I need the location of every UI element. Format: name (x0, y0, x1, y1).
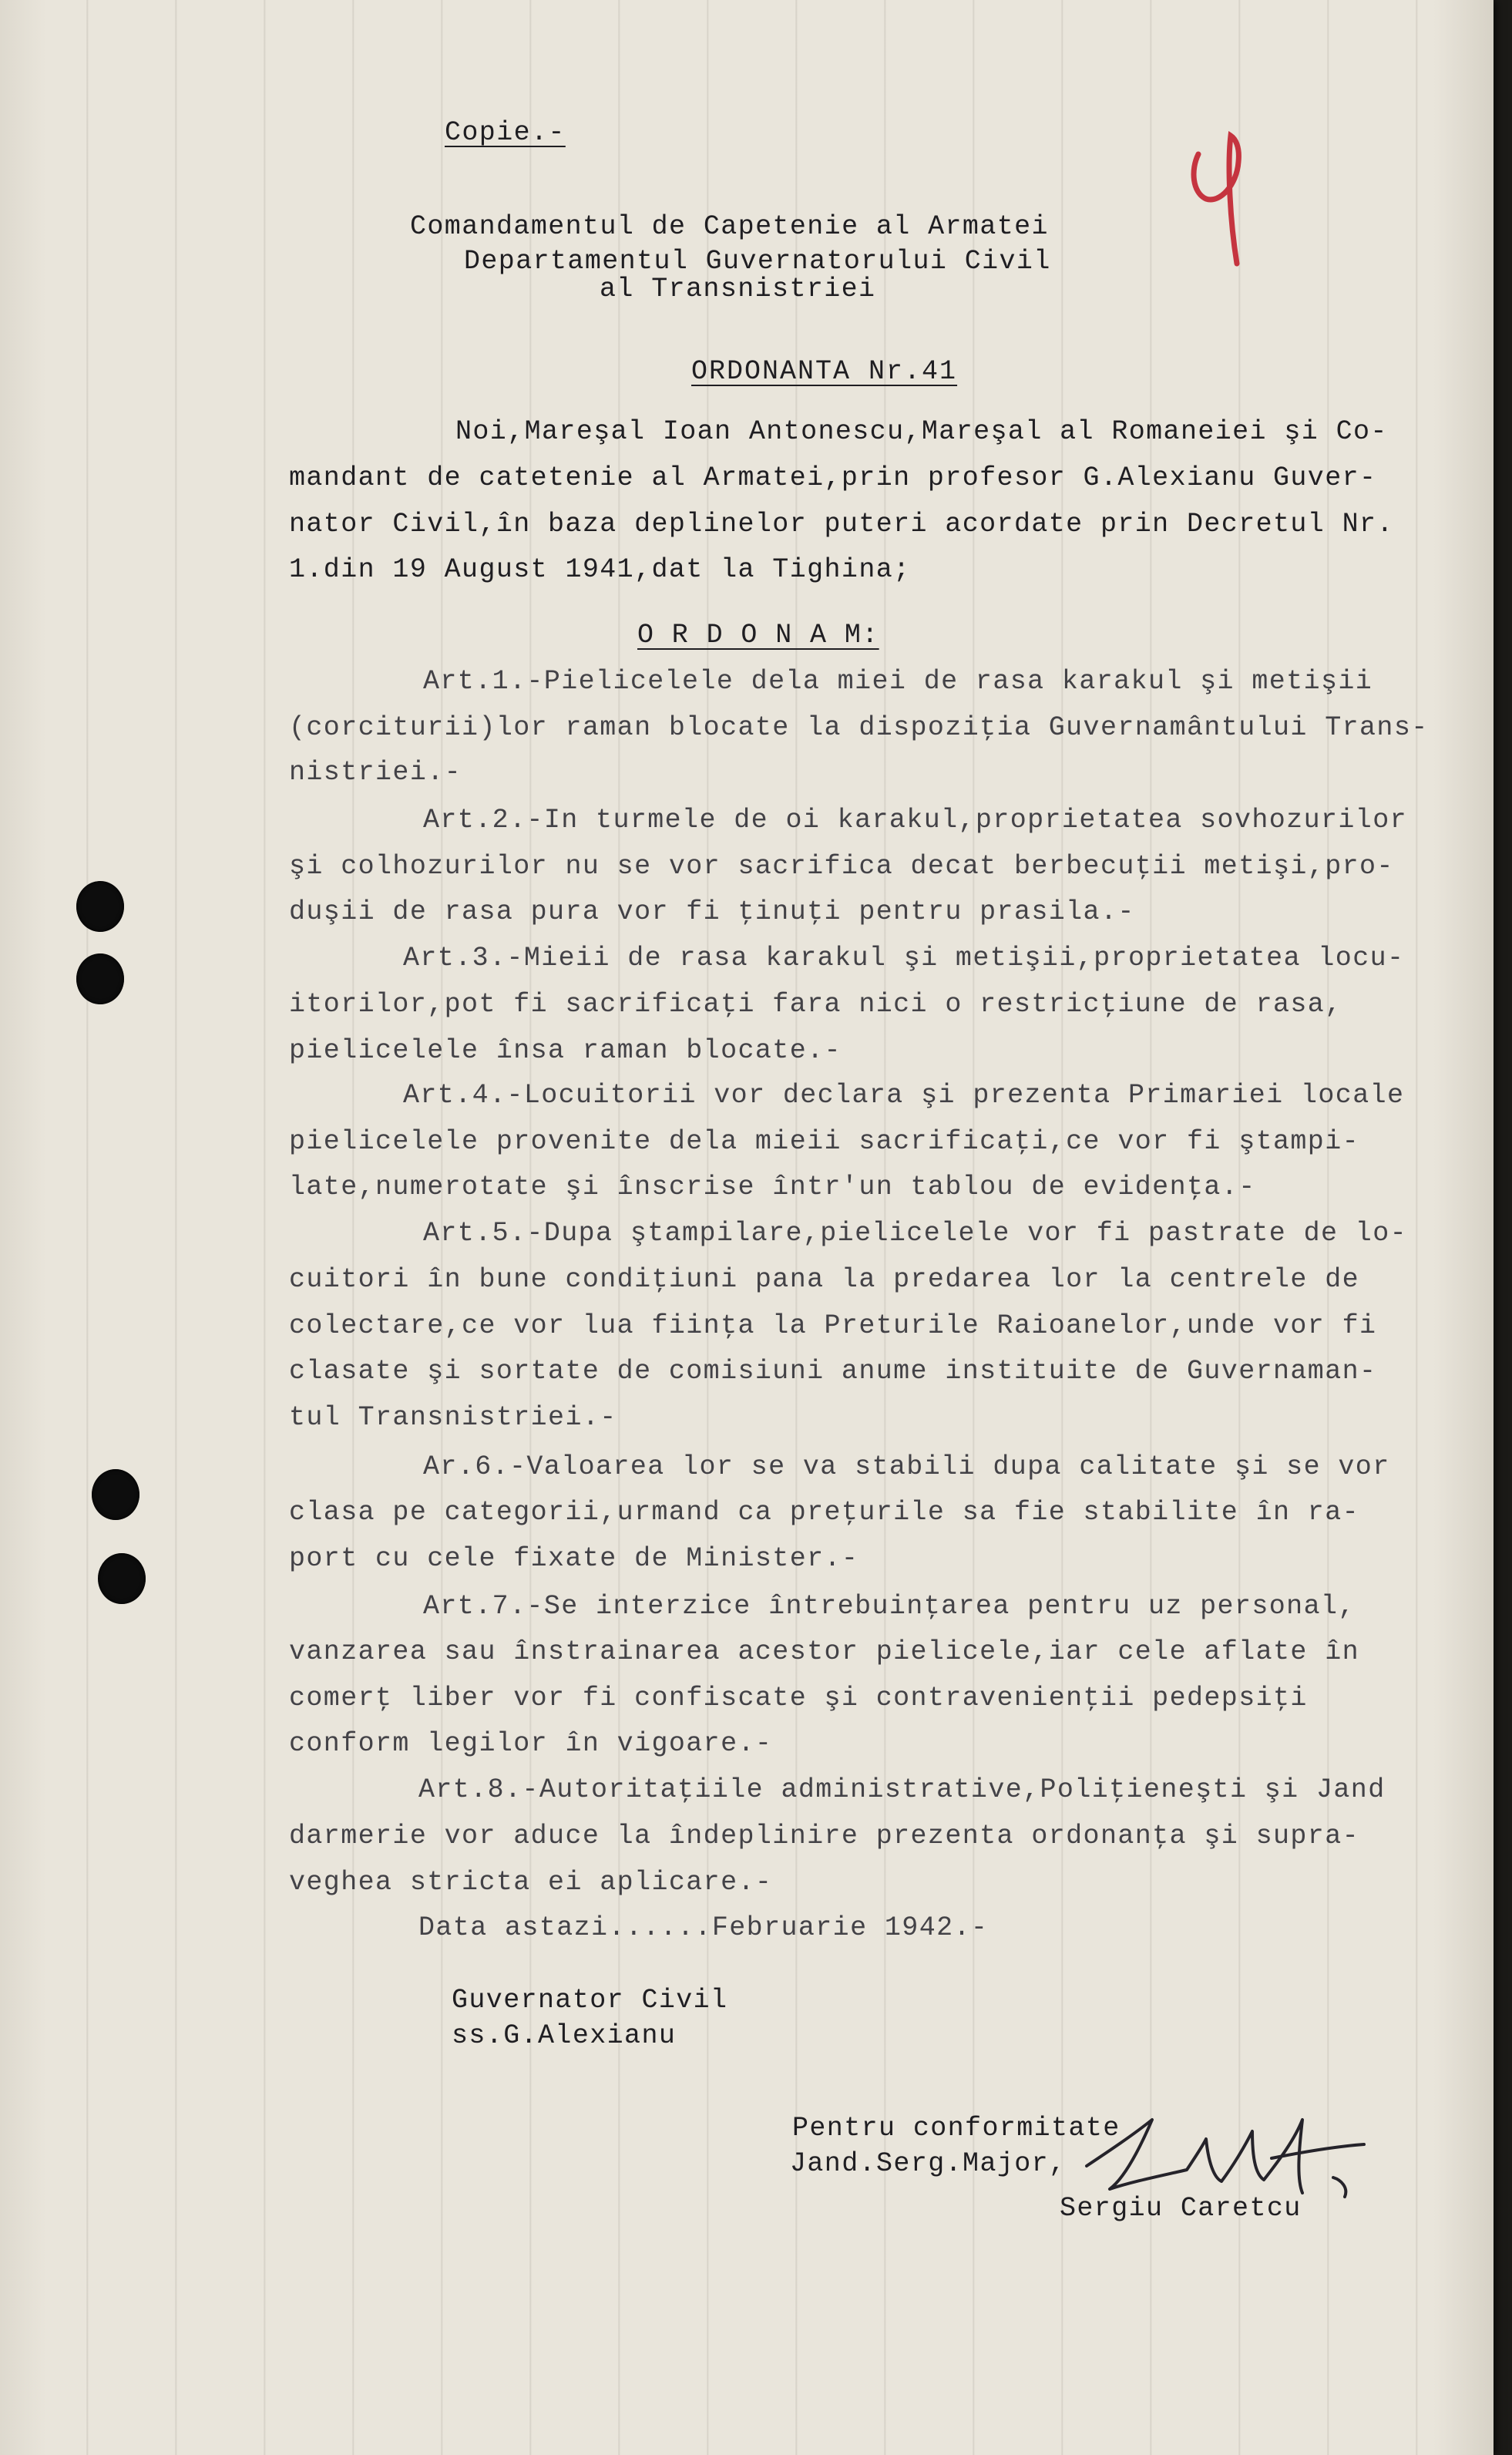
signature-line-1: Guvernator Civil (452, 1985, 728, 2016)
preamble-line-1: Noi,Mareşal Ioan Antonescu,Mareşal al Romaneiei şi Co- (455, 416, 1388, 447)
punch-hole (98, 1553, 146, 1604)
article-line: comerţ liber vor fi confiscate şi contravenienţii pedepsiţi (289, 1683, 1308, 1713)
punch-hole (76, 953, 124, 1004)
article-line: pielicelele însa raman blocate.- (289, 1035, 842, 1066)
article-line: tul Transnistriei.- (289, 1402, 617, 1433)
article-line: Ar.6.-Valoarea lor se va stabili dupa calitate şi se vor (423, 1451, 1390, 1482)
preamble-line-2: mandant de catetenie al Armatei,prin profesor G.Alexianu Guver- (289, 462, 1377, 493)
article-line: conform legilor în vigoare.- (289, 1728, 773, 1759)
copy-label: Copie.- (445, 117, 566, 148)
punch-hole (76, 881, 124, 932)
preamble-line-3: nator Civil,în baza deplinelor puteri acordate prin Decretul Nr. (289, 509, 1394, 540)
certification-line-1: Pentru conformitate (792, 2113, 1121, 2144)
article-line: vanzarea sau înstrainarea acestor pielicele,iar cele aflate în (289, 1636, 1360, 1667)
preamble-line-4: 1.din 19 August 1941,dat la Tighina; (289, 554, 911, 585)
article-line: port cu cele fixate de Minister.- (289, 1543, 859, 1574)
red-page-number: 9 (1183, 131, 1184, 132)
article-line: Art.5.-Dupa ştampilare,pielicelele vor fi pastrate de lo- (423, 1218, 1407, 1249)
ordinance-title: ORDONANTA Nr.41 (691, 356, 958, 387)
header-line-2: Departamentul Guvernatorului Civil (464, 246, 1051, 277)
ordonam-heading: O R D O N A M: (637, 620, 879, 651)
article-line: (corciturii)lor raman blocate la dispoziţia Guvernamântului Trans- (289, 712, 1429, 743)
header-line-1: Comandamentul de Capetenie al Armatei (410, 211, 1049, 242)
article-line: Art.2.-In turmele de oi karakul,proprietatea sovhozurilor (423, 805, 1407, 836)
article-line: darmerie vor aduce la îndeplinire prezenta ordonanţa şi supra- (289, 1821, 1360, 1851)
article-line: pielicelele provenite dela mieii sacrificaţi,ce vor fi ştampi- (289, 1126, 1360, 1157)
article-line: clasa pe categorii,urmand ca preţurile sa fie stabilite în ra- (289, 1497, 1360, 1528)
article-line: cuitori în bune condiţiuni pana la predarea lor la centrele de (289, 1264, 1360, 1295)
article-line: Art.3.-Mieii de rasa karakul şi metişii,proprietatea locu- (403, 943, 1405, 974)
handwritten-signature (1079, 2104, 1372, 2220)
article-line: Art.1.-Pielicelele dela miei de rasa karakul şi metişii (423, 666, 1373, 697)
article-line: veghea stricta ei aplicare.- (289, 1867, 773, 1898)
article-line: itorilor,pot fi sacrificaţi fara nici o restricţiune de rasa, (289, 989, 1342, 1020)
certification-line-2: Jand.Serg.Major, (790, 2148, 1067, 2179)
date-line: Data astazi......Februarie 1942.- (418, 1912, 989, 1943)
header-line-3: al Transnistriei (600, 274, 876, 304)
punch-hole (92, 1469, 139, 1520)
article-line: nistriei.- (289, 757, 462, 788)
signature-line-2: ss.G.Alexianu (452, 2020, 677, 2051)
red-page-number-mark (1183, 131, 1268, 270)
article-line: duşii de rasa pura vor fi ţinuţi pentru prasila.- (289, 896, 1135, 927)
article-line: şi colhozurilor nu se vor sacrifica decat berbecuţii metişi,pro- (289, 851, 1394, 882)
article-line: Art.4.-Locuitorii vor declara şi prezenta Primariei locale (403, 1080, 1405, 1111)
certification-line-3: Sergiu Caretcu (1060, 2193, 1302, 2224)
article-line: late,numerotate şi înscrise într'un tablou de evidenţa.- (289, 1172, 1256, 1202)
article-line: colectare,ce vor lua fiinţa la Preturile Raioanelor,unde vor fi (289, 1310, 1377, 1341)
article-line: Art.7.-Se interzice întrebuinţarea pentru uz personal, (423, 1591, 1356, 1622)
article-line: Art.8.-Autoritaţiile administrative,Poliţieneşti şi Jand (418, 1774, 1386, 1805)
article-line: clasate şi sortate de comisiuni anume instituite de Guvernaman- (289, 1356, 1377, 1387)
